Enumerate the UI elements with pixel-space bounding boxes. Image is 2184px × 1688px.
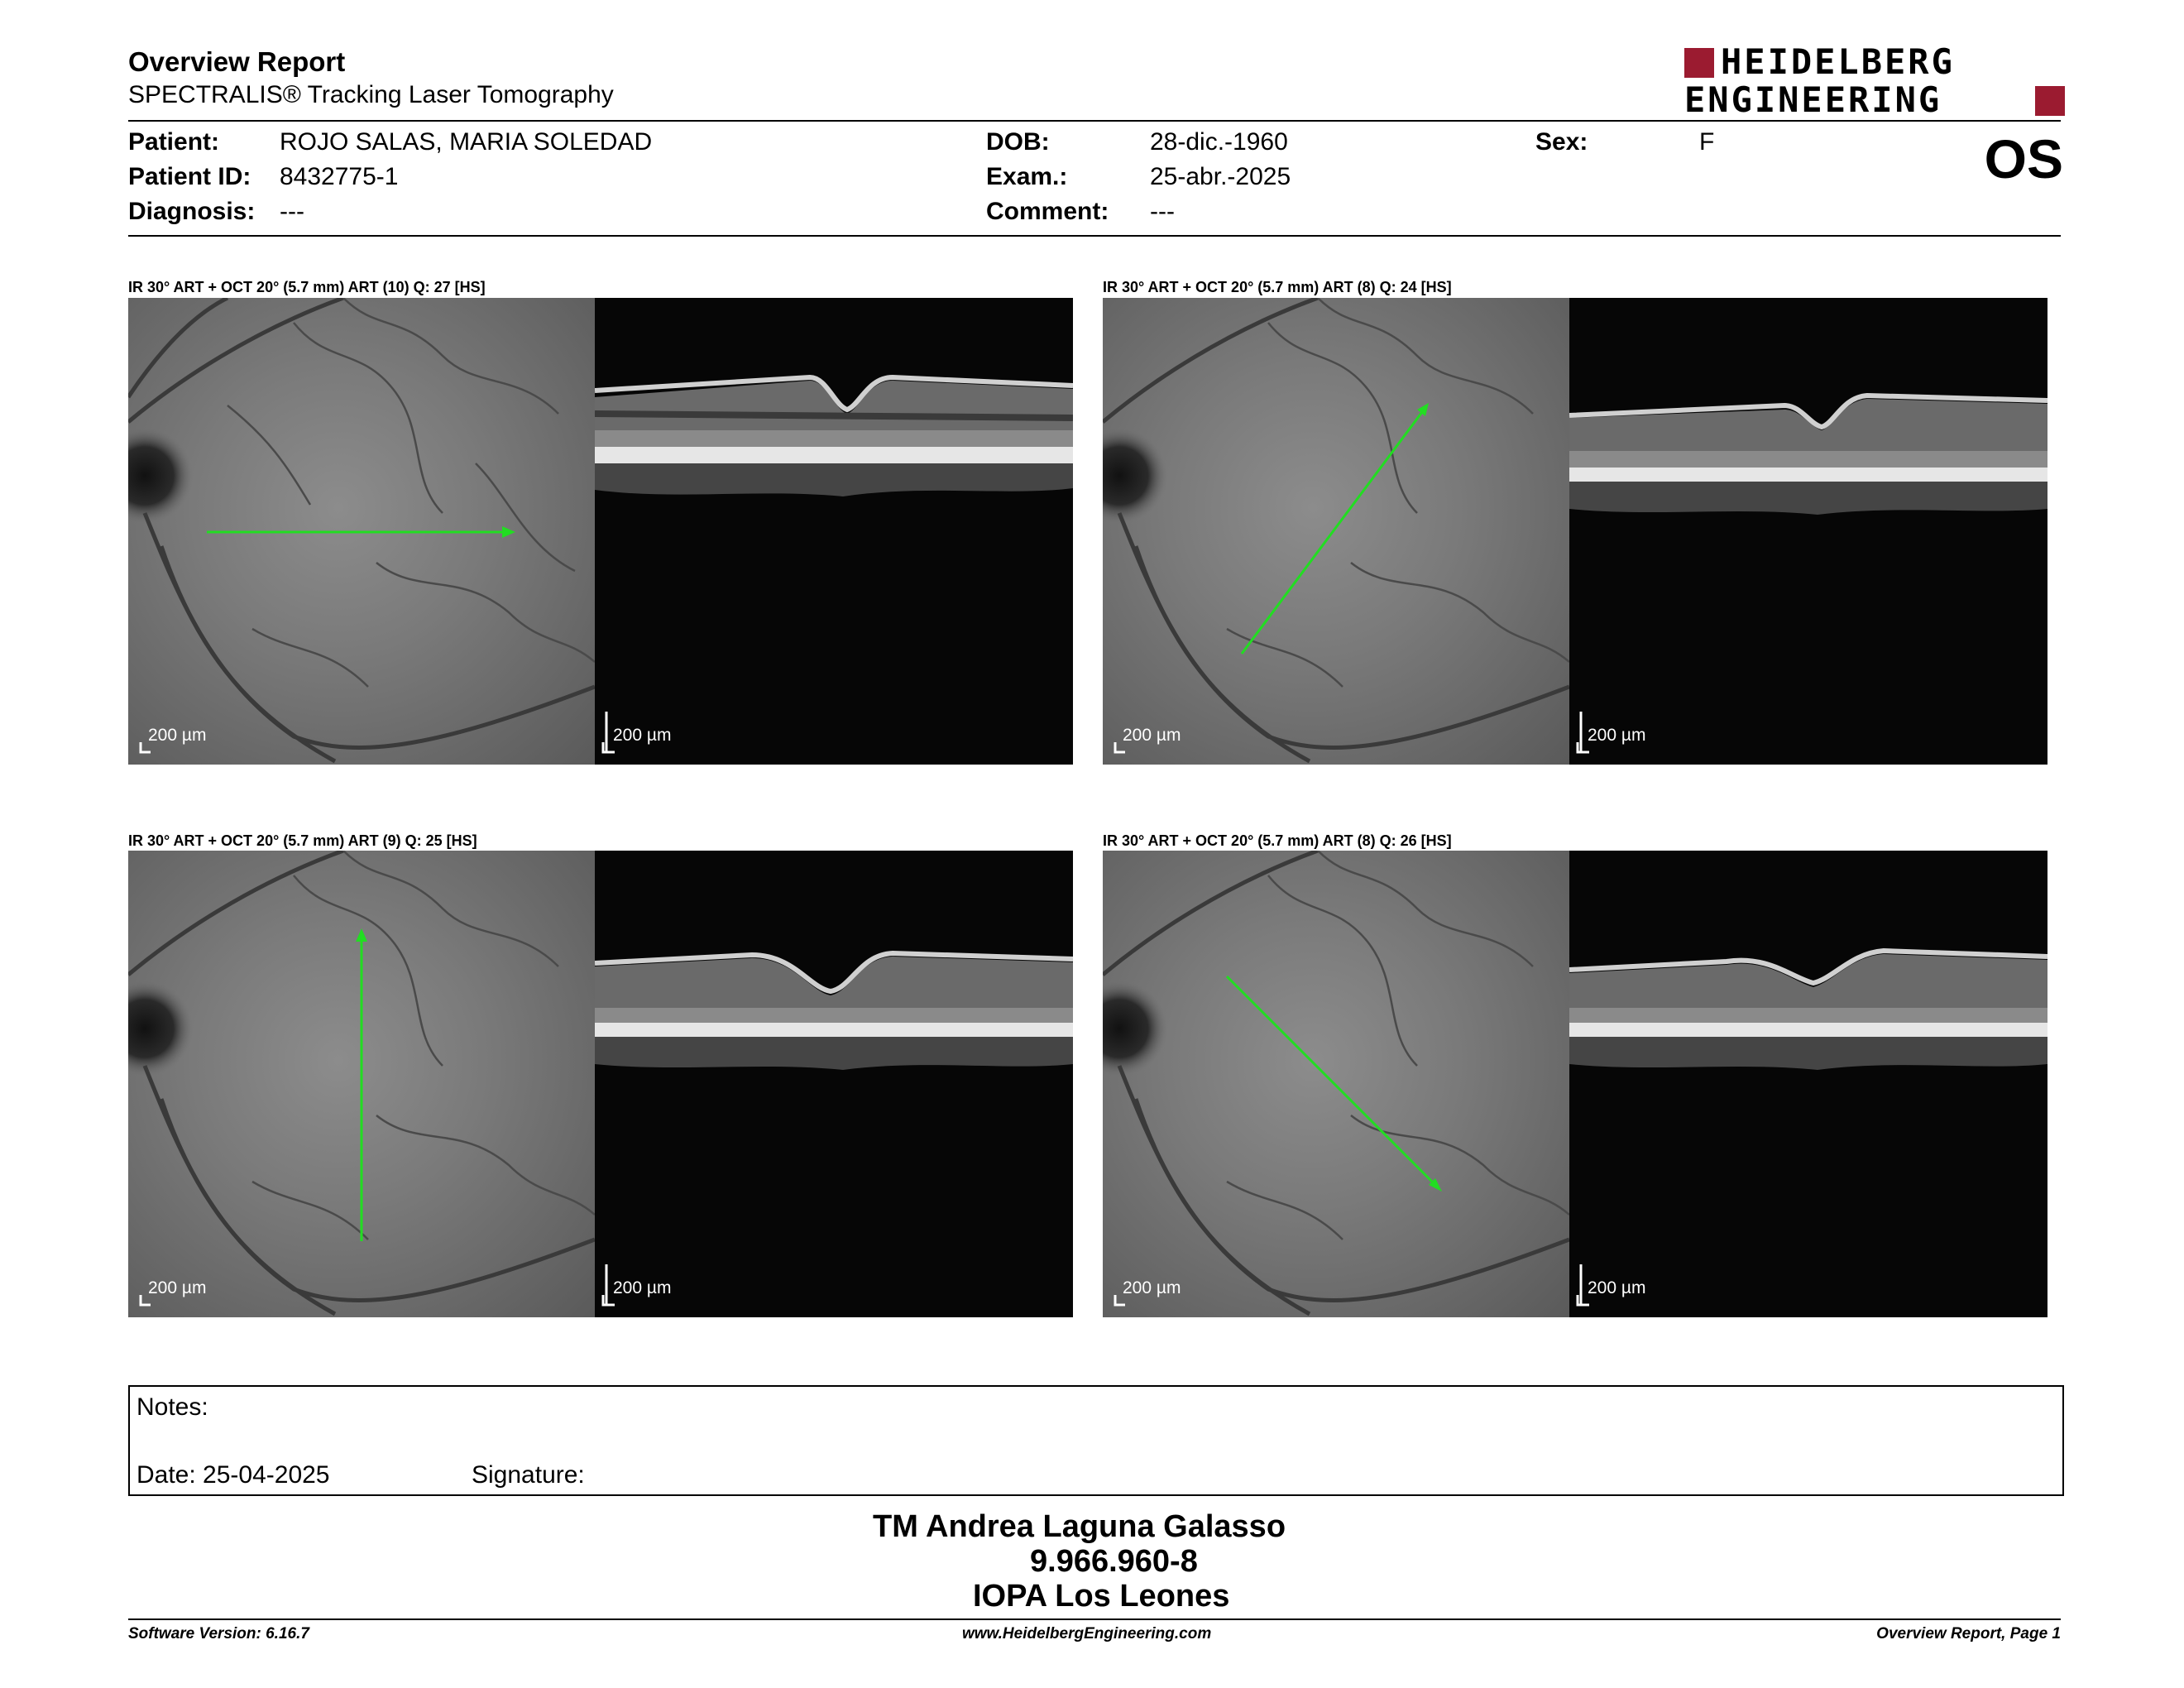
notes-box[interactable] [128,1385,2064,1496]
scan-caption-3: IR 30° ART + OCT 20° (5.7 mm) ART (9) Q: 25 [HS] [128,832,477,849]
ir-fundus-image-2[interactable] [1103,298,1569,765]
scan-panel-3[interactable] [128,851,1073,1317]
exam-value: 25-abr.-2025 [1150,163,1291,190]
software-version: Software Version: 6.16.7 [128,1625,309,1642]
scan-arrow-2 [1242,412,1422,654]
retinal-vessels [128,298,595,761]
notes-label: Notes: [136,1393,208,1421]
signature-label: Signature: [472,1461,585,1489]
patient-divider [128,235,2061,237]
ir-fundus-image-3[interactable] [128,851,595,1317]
signatory-institution: IOPA Los Leones [973,1579,1230,1614]
patient-id: 8432775-1 [280,163,399,190]
eye-indicator: OS [1984,128,2063,189]
oct-bscan-image-1[interactable] [595,298,1073,765]
scan-panel-1[interactable] [128,298,1073,765]
comment-value: --- [1150,198,1175,225]
diagnosis-value: --- [280,198,304,225]
heidelberg-logo [1684,41,2065,120]
page-label: Overview Report, Page 1 [1876,1625,2061,1642]
ir-scale-label-3: 200 µm [148,1278,207,1297]
footer-divider [128,1618,2061,1620]
ir-scale-label-1: 200 µm [148,726,207,745]
sex-value: F [1699,128,1715,156]
diagnosis-label: Diagnosis: [128,198,256,225]
header-divider [128,120,2061,122]
oct-bscan-image-3[interactable] [595,851,1073,1317]
logo-line-1: HEIDELBERG [1721,41,1955,82]
scan-caption-4: IR 30° ART + OCT 20° (5.7 mm) ART (8) Q: 26 [HS] [1103,832,1452,849]
logo-line-2: ENGINEERING [1684,79,1942,120]
optic-disc [128,428,193,524]
ir-fundus-image-4[interactable] [1103,851,1569,1317]
ir-fundus-image-1[interactable] [128,298,595,765]
patient-id-label: Patient ID: [128,163,251,190]
dob-value: 28-dic.-1960 [1150,128,1288,156]
oct-scale-label-4: 200 µm [1588,1278,1646,1297]
logo-block-bottom [2035,86,2065,116]
report-title: Overview Report [128,46,346,77]
exam-label: Exam.: [986,163,1068,190]
scan-panel-2[interactable] [1103,298,2048,765]
report-subtitle: SPECTRALIS® Tracking Laser Tomography [128,81,614,108]
dob-label: DOB: [986,128,1050,156]
oct-bscan-image-4[interactable] [1569,851,2048,1317]
logo-block-top [1684,48,1714,78]
ir-scale-label-2: 200 µm [1123,726,1181,745]
signatory-id: 9.966.960-8 [1030,1544,1198,1579]
scan-caption-1: IR 30° ART + OCT 20° (5.7 mm) ART (10) Q: 27 [HS] [128,279,486,295]
comment-label: Comment: [986,198,1109,225]
oct-scale-label-2: 200 µm [1588,726,1646,745]
notes-date: Date: 25-04-2025 [136,1461,330,1489]
sex-label: Sex: [1535,128,1588,156]
ir-scale-label-4: 200 µm [1123,1278,1181,1297]
signatory-name: TM Andrea Laguna Galasso [873,1509,1286,1544]
scan-panel-4[interactable] [1103,851,2048,1317]
website-link[interactable]: www.HeidelbergEngineering.com [962,1625,1212,1642]
scan-arrow-4 [1227,976,1434,1183]
patient-label: Patient: [128,128,220,156]
scan-caption-2: IR 30° ART + OCT 20° (5.7 mm) ART (8) Q: 24 [HS] [1103,279,1452,295]
oct-bscan-image-2[interactable] [1569,298,2048,765]
oct-scale-label-3: 200 µm [613,1278,672,1297]
patient-name: ROJO SALAS, MARIA SOLEDAD [280,128,653,156]
oct-scale-label-1: 200 µm [613,726,672,745]
